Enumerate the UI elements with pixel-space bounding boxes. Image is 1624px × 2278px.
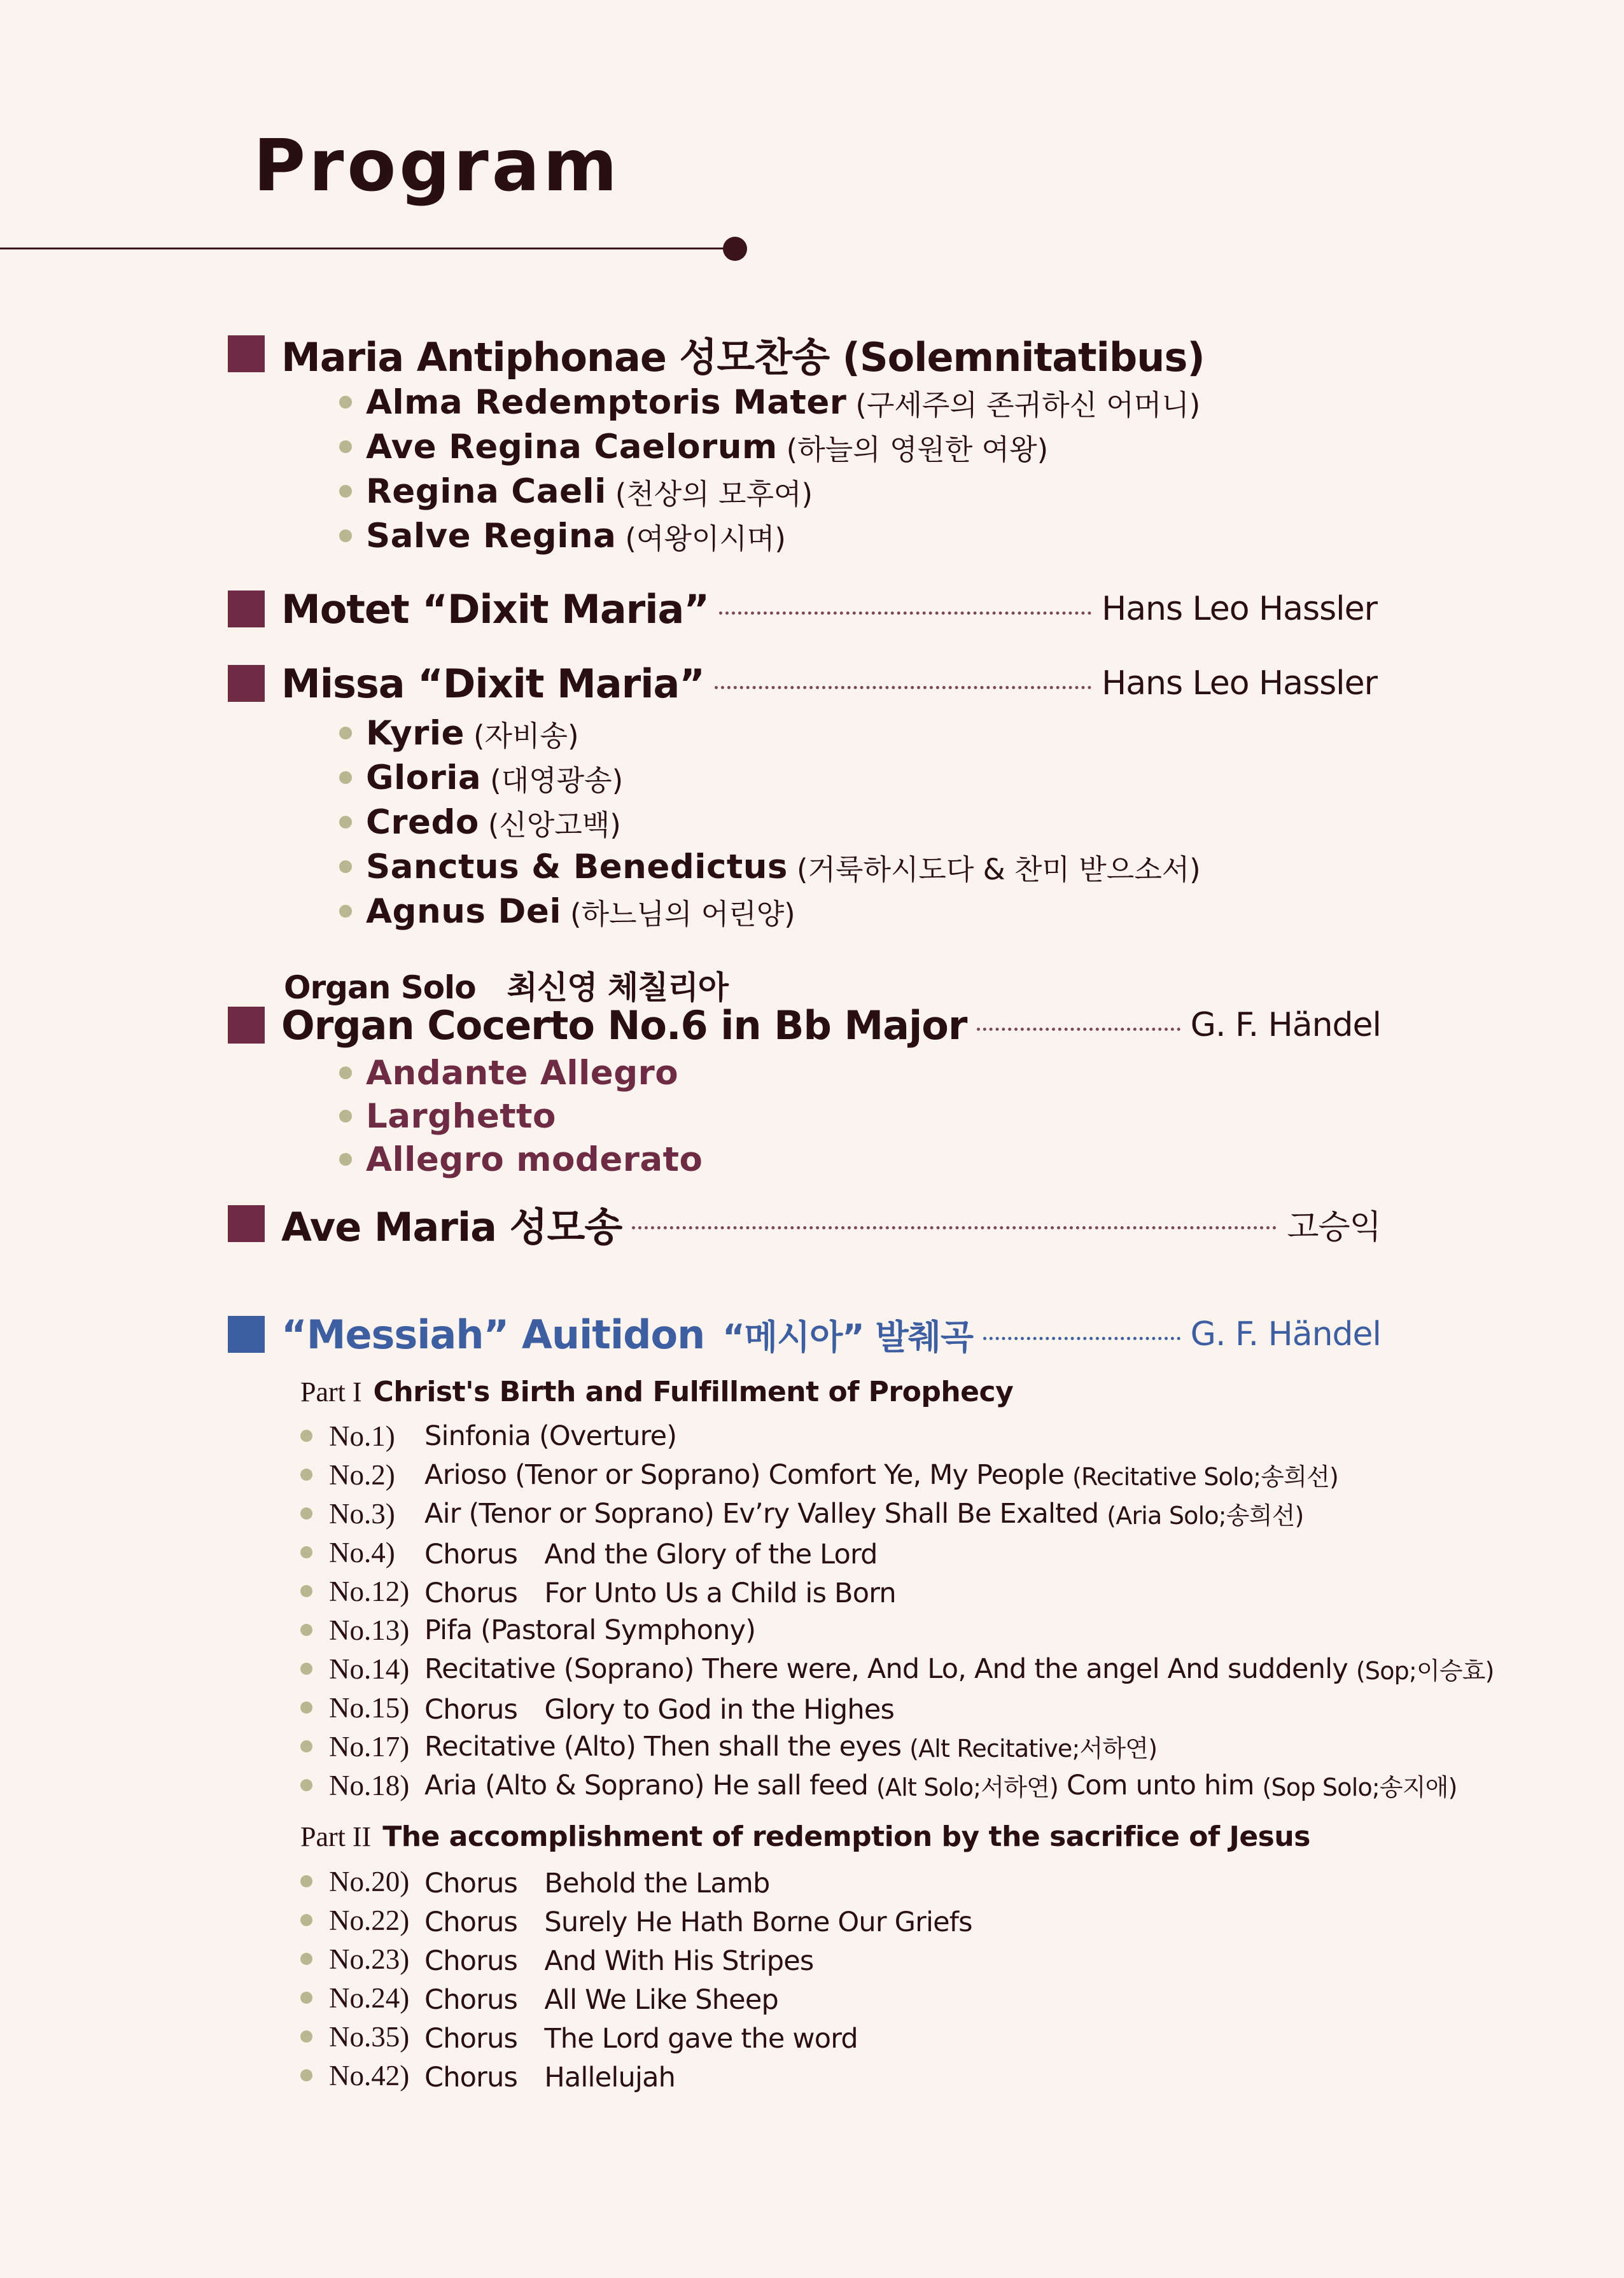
list-item: No.23) Chorus And With His Stripes xyxy=(300,1939,972,1978)
page-title: Program xyxy=(253,125,620,207)
bullet-icon xyxy=(300,1546,312,1558)
section-title: Maria Antiphonae 성모찬송 (Solemnitatibus) xyxy=(281,333,1205,381)
bullet-icon xyxy=(300,2030,312,2043)
list-item: Ave Regina Caelorum (하늘의 영원한 여왕) xyxy=(339,424,1200,469)
list-item: Larghetto xyxy=(339,1094,703,1138)
section-title: “Messiah” Auitidon xyxy=(281,1311,705,1358)
bullet-icon xyxy=(300,1624,312,1636)
composer: Hans Leo Hassler xyxy=(1102,664,1377,702)
bullet-icon xyxy=(339,396,352,409)
bullet-icon xyxy=(300,1740,312,1752)
leader-dots xyxy=(715,686,1091,689)
list-item: No.35) Chorus The Lord gave the word xyxy=(300,2017,972,2056)
composer: G. F. Händel xyxy=(1190,1006,1381,1044)
list-item: No.2) Arioso (Tenor or Soprano) Comfort Ye, My People (Recitative Solo;송희선) xyxy=(300,1455,1494,1494)
bullet-icon xyxy=(300,1507,312,1520)
bullet-icon xyxy=(339,727,352,739)
maria-antiphonae-list xyxy=(339,380,1200,558)
list-item: No.42) Chorus Hallelujah xyxy=(300,2056,972,2095)
part-heading: Part II The accomplishment of redemption by the sacrifice of Jesus xyxy=(300,1820,1310,1853)
section-missa xyxy=(228,658,1377,709)
part-heading: Part I Christ's Birth and Fulfillment of Prophecy xyxy=(300,1376,1014,1408)
leader-dots xyxy=(719,611,1091,615)
title-rule xyxy=(0,248,732,249)
list-item: No.17) Recitative (Alto) Then shall the eyes (Alt Recitative;서하연) xyxy=(300,1727,1494,1766)
section-marker xyxy=(228,665,265,702)
list-item: No.13) Pifa (Pastoral Symphony) xyxy=(300,1611,1494,1649)
list-item: Regina Caeli (천상의 모후여) xyxy=(339,469,1200,514)
list-item: No.12) Chorus For Unto Us a Child is Born xyxy=(300,1572,1494,1611)
list-item: No.20) Chorus Behold the Lamb xyxy=(300,1862,972,1901)
bullet-icon xyxy=(339,1066,352,1079)
section-marker xyxy=(228,1205,265,1242)
section-title: Ave Maria 성모송 xyxy=(281,1203,622,1250)
bullet-icon xyxy=(339,485,352,498)
bullet-icon xyxy=(300,1585,312,1597)
section-title: Organ Cocerto No.6 in Bb Major xyxy=(281,1002,967,1049)
bullet-icon xyxy=(339,771,352,784)
composer: 고승익 xyxy=(1287,1208,1381,1247)
bullet-icon xyxy=(300,1779,312,1791)
list-item: No.4) Chorus And the Glory of the Lord xyxy=(300,1533,1494,1572)
list-item: Credo (신앙고백) xyxy=(339,800,1201,844)
bullet-icon xyxy=(300,1663,312,1675)
section-messiah xyxy=(228,1309,1381,1360)
bullet-icon xyxy=(339,529,352,542)
section-title: Motet “Dixit Maria” xyxy=(281,585,710,632)
bullet-icon xyxy=(339,440,352,453)
section-marker xyxy=(228,335,265,372)
leader-dots xyxy=(977,1028,1180,1031)
list-item: No.3) Air (Tenor or Soprano) Ev’ry Valley Shall Be Exalted (Aria Solo;송희선) xyxy=(300,1494,1494,1533)
bullet-icon xyxy=(339,905,352,918)
list-item: Agnus Dei (하느님의 어린양) xyxy=(339,889,1201,933)
bullet-icon xyxy=(339,1110,352,1122)
section-marker xyxy=(228,1316,265,1353)
section-ave-maria xyxy=(228,1198,1381,1249)
part-1-list xyxy=(300,1416,1494,1805)
bullet-icon xyxy=(300,1953,312,1965)
missa-list xyxy=(339,711,1201,933)
bullet-icon xyxy=(300,2069,312,2081)
section-title: Missa “Dixit Maria” xyxy=(281,660,705,707)
leader-dots xyxy=(983,1337,1180,1340)
bullet-icon xyxy=(339,816,352,828)
list-item: No.22) Chorus Surely He Hath Borne Our Griefs xyxy=(300,1901,972,1939)
section-title-korean: “메시아” 발췌곡 xyxy=(722,1317,974,1357)
list-item: Andante Allegro xyxy=(339,1051,703,1094)
bullet-icon xyxy=(300,1702,312,1714)
list-item: No.14) Recitative (Soprano) There were, And Lo, And the angel And suddenly (Sop;이승효) xyxy=(300,1649,1494,1688)
list-item: Kyrie (자비송) xyxy=(339,711,1201,755)
list-item: No.1) Sinfonia (Overture) xyxy=(300,1416,1494,1455)
list-item: Allegro moderato xyxy=(339,1138,703,1181)
bullet-icon xyxy=(300,1430,312,1442)
bullet-icon xyxy=(339,860,352,873)
section-marker xyxy=(228,1007,265,1044)
bullet-icon xyxy=(339,1153,352,1166)
list-item: No.15) Chorus Glory to God in the Highes xyxy=(300,1688,1494,1727)
list-item: Sanctus & Benedictus (거룩하시도다 & 찬미 받으소서) xyxy=(339,844,1201,889)
section-motet xyxy=(228,583,1377,634)
rule-dot xyxy=(723,237,747,261)
leader-dots xyxy=(632,1226,1277,1229)
bullet-icon xyxy=(300,1469,312,1481)
list-item: Gloria (대영광송) xyxy=(339,755,1201,800)
list-item: No.24) Chorus All We Like Sheep xyxy=(300,1978,972,2017)
list-item: Alma Redemptoris Mater (구세주의 존귀하신 어머니) xyxy=(339,380,1200,424)
section-marker xyxy=(228,590,265,627)
section-maria-antiphonae xyxy=(228,328,1205,379)
composer: G. F. Händel xyxy=(1190,1315,1381,1353)
list-item: Salve Regina (여왕이시며) xyxy=(339,514,1200,558)
list-item: No.18) Aria (Alto & Soprano) He sall feed (Alt Solo;서하연) Com unto him (Sop Solo;송지애) xyxy=(300,1766,1494,1805)
organ-solo-label: Organ Solo 최신영 체칠리아 xyxy=(284,969,729,1006)
bullet-icon xyxy=(300,1992,312,2004)
composer: Hans Leo Hassler xyxy=(1102,590,1377,628)
organ-movements-list xyxy=(339,1051,703,1181)
section-organ-concerto xyxy=(228,1000,1381,1051)
bullet-icon xyxy=(300,1914,312,1926)
bullet-icon xyxy=(300,1875,312,1887)
part-2-list xyxy=(300,1862,972,2095)
